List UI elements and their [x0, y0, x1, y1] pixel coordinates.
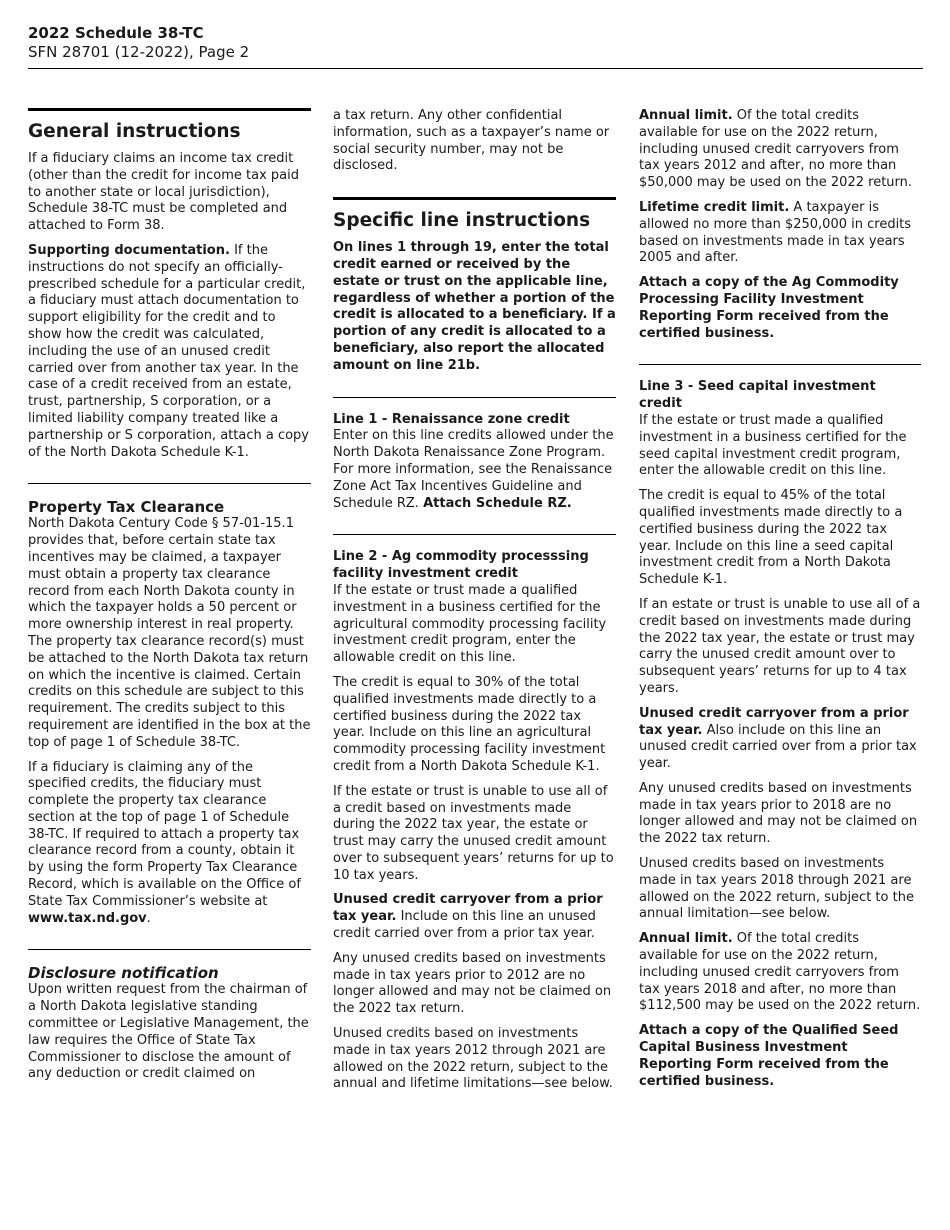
line2-p5: Unused credits based on investments made in tax years 2012 through 2021 are allowed on the 2022 return, subject to the annual and lifetime limitations—see below. [333, 1026, 613, 1092]
line2-annual-limit: Annual limit. Of the total credits available for use on the 2022 return, including unused credit carryovers from tax years 2012 and after, no more than $50,000 may be used on the 2022 return. [639, 108, 913, 191]
page-header [28, 24, 249, 62]
line1-heading: Line 1 - Renaissance zone credit [333, 411, 570, 427]
supporting-text: If the instructions do not specify an officially-prescribed schedule for a particular credit, a fiduciary must attach documentation to support eligibility for the credit and to show how the credit was calculated, including the use of an unused credit carried over from another tax year. In the case of a credit received from an estate, trust, partnership, S corporation, or a limited liability company treated like a partnership or S corporation, attach a copy of the North Dakota Schedule K-1. [28, 242, 309, 460]
supporting-documentation [28, 243, 311, 461]
line2-carryover: Unused credit carryover from a prior tax year. Include on this line an unused credit carried over from a prior tax year. [333, 892, 603, 942]
property-tax-p1: North Dakota Century Code § 57-01-15.1 provides that, before certain state tax incentives may be claimed, a taxpayer must obtain a property tax clearance record from each North Dakota county in which the taxpayer holds a 50 percent or more ownership interest in real property. The property tax clearance record(s) must be attached to the North Dakota tax return on which the incentive is claimed. Certain credits on this schedule are subject to this requirement. The credits subject to this requirement are identified in the box at the top of page 1 of Schedule 38-TC. [28, 516, 311, 750]
section-divider [28, 949, 311, 950]
line3-p5: Unused credits based on investments made in tax years 2018 through 2021 are allowed on the 2022 return, subject to the annual limitation—see below. [639, 856, 914, 922]
section-divider [333, 197, 616, 200]
line2-attach: Attach a copy of the Ag Commodity Processing Facility Investment Reporting Form received from the certified business. [639, 275, 899, 341]
general-intro: If a fiduciary claims an income tax credit (other than the credit for income tax paid to another state or local jurisdiction), Schedule 38-TC must be completed and attached to Form 38. [28, 151, 300, 234]
disclosure-text-b: a tax return. Any other confidential information, such as a taxpayer’s name or social security number, may not be disclosed. [333, 108, 610, 174]
section-divider [333, 534, 616, 535]
line3-carryover: Unused credit carryover from a prior tax year. Also include on this line an unused credit carried over from a prior tax year. [639, 705, 917, 772]
section-divider [28, 483, 311, 484]
line3-attach: Attach a copy of the Qualified Seed Capital Business Investment Reporting Form received from the certified business. [639, 1023, 899, 1089]
line2-heading: Line 2 - Ag commodity processsing facility investment credit [333, 549, 589, 582]
specific-instructions-heading: Specific line instructions [333, 210, 591, 232]
line1-text: Enter on this line credits allowed under the North Dakota Renaissance Zone Program. For more information, see the Renaissance Zone Act Tax Incentives Guideline and Schedule RZ. Attach Schedule RZ. [333, 428, 614, 511]
column-left [28, 108, 311, 1091]
line3-p2: The credit is equal to 45% of the total qualified investments made directly to a certified business during the 2022 tax year. Include on this line a seed capital investment credit from a North Dakota Schedule K-1. [639, 488, 903, 588]
column-right [639, 108, 921, 1098]
form-title: 2022 Schedule 38-TC [28, 24, 204, 42]
line2-p2: The credit is equal to 30% of the total qualified investments made directly to a certified business during the 2022 tax year. Include on this line an agricultural commodity processing facility investment credit from a North Dakota Schedule K-1. [333, 674, 606, 774]
supporting-lead: Supporting documentation. [28, 242, 230, 258]
column-middle [333, 108, 616, 1101]
specific-intro: On lines 1 through 19, enter the total credit earned or received by the estate or trust on the applicable line, regardless of whether a portion of the credit is allocated to a beneficiary. If a portion of any credit is allocated to a beneficiary, also report the allocated amount on line 21b. [333, 240, 616, 373]
line2-p1: If the estate or trust made a qualified investment in a business certified for the agricultural commodity processing facility investment credit program, enter the allowable credit on this line. [333, 582, 607, 666]
website-link: www.tax.nd.gov [28, 910, 147, 926]
line3-p3: If an estate or trust is unable to use all of a credit based on investments made during the 2022 tax year, the estate or trust may carry the unused credit amount over to subsequent years’ returns for up to 4 tax years. [639, 596, 921, 696]
general-instructions-heading: General instructions [28, 121, 241, 142]
disclosure-heading: Disclosure notification [28, 964, 219, 983]
section-divider [333, 397, 616, 398]
disclosure-text-a: Upon written request from the chairman of a North Dakota legislative standing committee or Legislative Management, the law requires the Office of State Tax Commissioner to disclose the amount of any deduction or credit claimed on [28, 982, 309, 1082]
property-tax-heading: Property Tax Clearance [28, 498, 225, 517]
section-divider [28, 108, 311, 111]
form-subtitle: SFN 28701 (12-2022), Page 2 [28, 43, 250, 61]
header-divider [28, 68, 923, 69]
property-tax-p2: If a fiduciary is claiming any of the specified credits, the fiduciary must complete the property tax clearance section at the top of page 1 of Schedule 38-TC. If required to attach a property tax clearance record from a county, obtain it by using the form Property Tax Clearance Record, which is available on the Office of State Tax Commissioner’s website at www.tax.nd.gov. [28, 759, 301, 926]
line2-p4: Any unused credits based on investments made in tax years prior to 2012 are no longer allowed and may not be claimed on the 2022 tax return. [333, 950, 612, 1017]
line3-heading: Line 3 - Seed capital investment credit [639, 379, 876, 412]
line2-p3: If the estate or trust is unable to use all of a credit based on investments made during the 2022 tax year, the estate or trust may carry the unused credit amount over to subsequent years’ returns for up to 10 tax years. [333, 783, 614, 883]
line1-attach: Attach Schedule RZ. [423, 495, 572, 511]
line2-lifetime-limit: Lifetime credit limit. A taxpayer is allowed no more than $250,000 in credits based on investments made in tax years 2005 and after. [639, 199, 912, 266]
line3-p1: If the estate or trust made a qualified investment in a business certified for the seed capital investment credit program, enter the allowable credit on this line. [639, 412, 907, 479]
section-divider [639, 364, 921, 365]
line3-annual-limit: Annual limit. Of the total credits available for use on the 2022 return, including unused credit carryovers from tax years 2018 and after, no more than $112,500 may be used on the 2022 return. [639, 931, 921, 1014]
line3-p4: Any unused credits based on investments made in tax years prior to 2018 are no longer allowed and may not be claimed on the 2022 tax return. [639, 780, 918, 847]
